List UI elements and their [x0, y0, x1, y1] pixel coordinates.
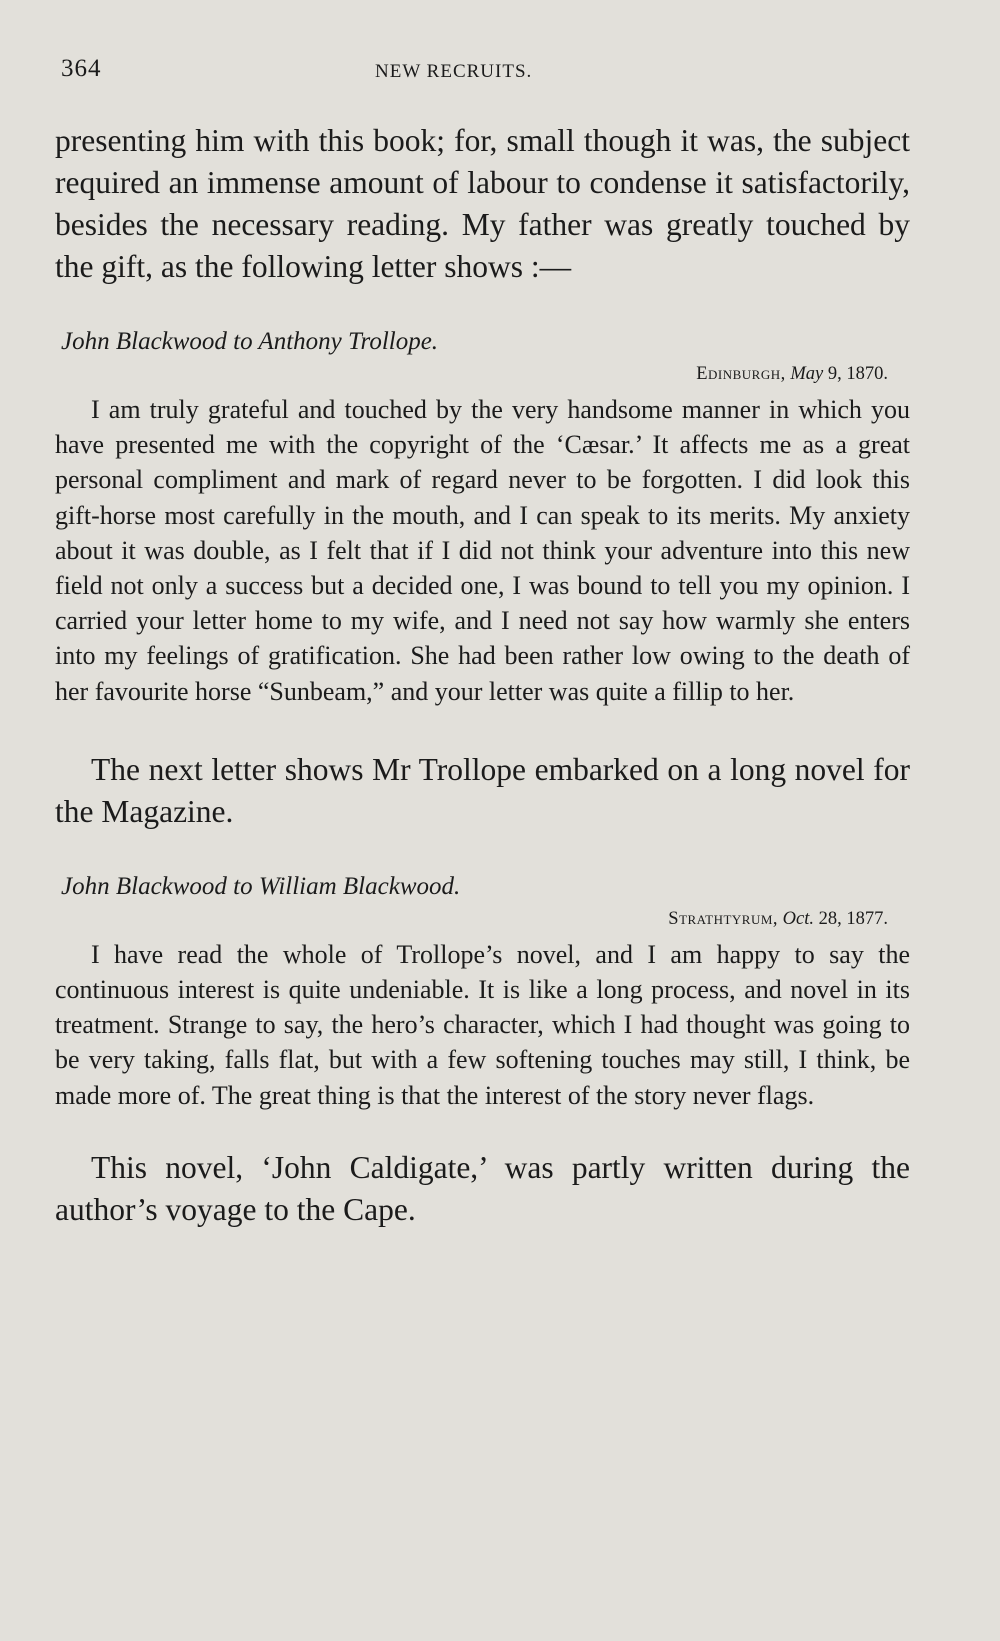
letter-1-body: I am truly grateful and touched by the very handsome manner in which you have presented me with the copyright of the ‘Cæsar.’ It affects me as a great personal compliment and mark of regard never to be forgotten. I did look this gift-horse most carefully in the mouth, and I can speak to its merits. My anxiety about it was double, as I felt that if I did not think your adventure into this new field not only a success but a decided one, I was bound to tell you my opinion. I carried your letter home to my wife, and I need not say how warmly she enters into my feelings of gratification. She had been rather low owing to the death of her favourite horse “Sunbeam,” and your letter was quite a fillip to her. [55, 395, 910, 706]
letter-2-heading: John Blackwood to William Blackwood. [61, 872, 461, 900]
page-number: 364 [61, 55, 102, 82]
letter-2-month: Oct. [782, 908, 814, 929]
letter-1-month: May [790, 364, 824, 384]
paragraph-intro: presenting him with this book; for, small though it was, the subject required an immense amount of labour to condense it satisfactorily, besides the necessary reading. My father was greatly touched by the gift, as the following letter shows :— [55, 123, 910, 284]
letter-1-heading: John Blackwood to Anthony Trollope. [61, 328, 439, 355]
letter-2-dateline [55, 907, 910, 931]
letter-2-body: I have read the whole of Trollope’s novel, and I am happy to say the continuous interest is quite undeniable. It is like a long process, and novel in its treatment. Strange to say, the hero’s character, which I had thought was going to be very taking, falls flat, but with a few softening touches may still, I think, be made more of. The great thing is that the interest of the story never flags. [55, 939, 910, 1110]
paragraph-closing: This novel, ‘John Caldigate,’ was partly written during the author’s voyage to the Cape. [55, 1149, 910, 1227]
paragraph-next-letter: The next letter shows Mr Trollope embarked on a long novel for the Magazine. [55, 751, 910, 829]
letter-1-dateline [55, 362, 910, 386]
letter-2-place: Strathtyrum, [668, 908, 779, 929]
running-title: NEW RECRUITS. [375, 61, 533, 82]
letter-1-place: Edinburgh, [696, 364, 786, 384]
letter-1-date: 9, 1870. [827, 364, 888, 384]
page-header [55, 55, 910, 95]
letter-2-date: 28, 1877. [818, 908, 888, 929]
